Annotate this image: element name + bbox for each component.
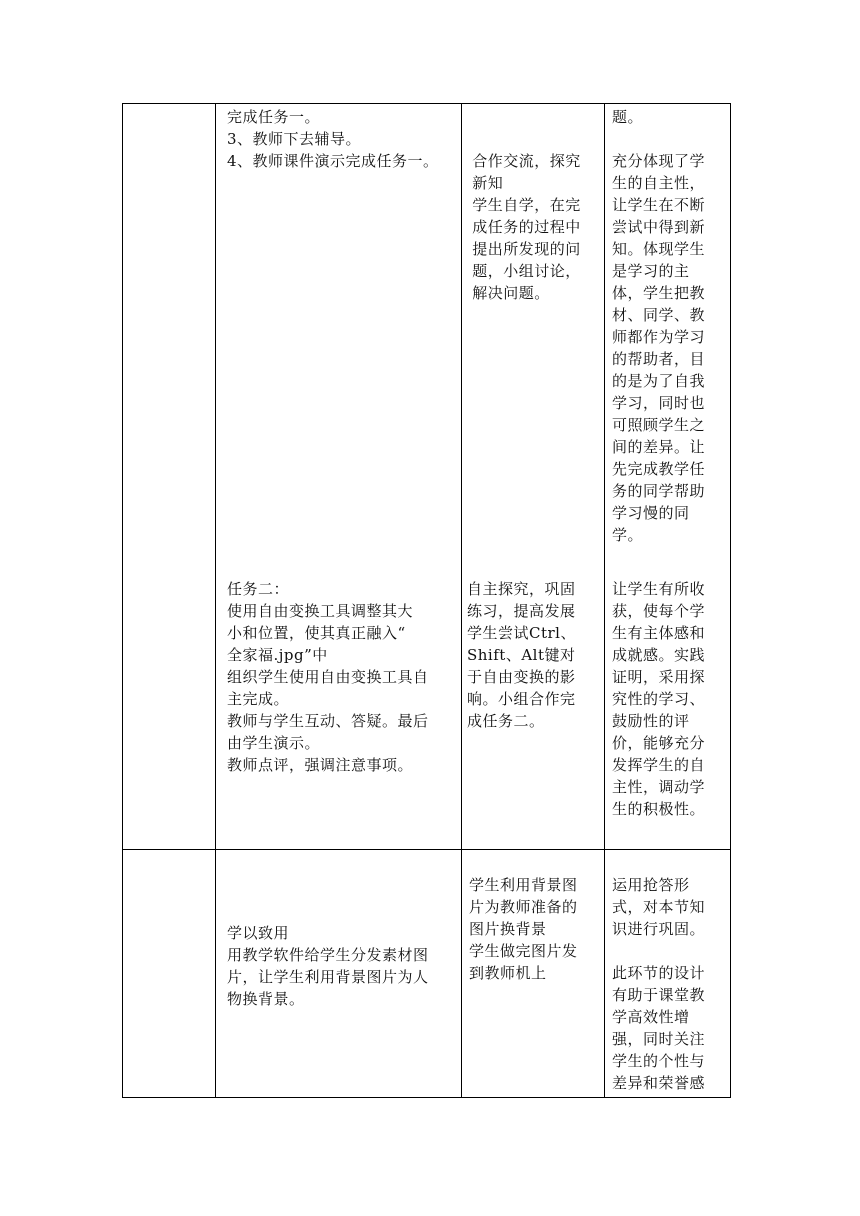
text-line: 学生做完图片发 — [469, 942, 578, 960]
text-line: 学生尝试Ctrl、 — [467, 624, 576, 642]
text-line: 此环节的设计 — [612, 964, 706, 982]
text-line: 由学生演示。 — [227, 734, 321, 752]
row2-teacher-activity-cell — [227, 922, 459, 1010]
text-line: 用教学软件给学生分发素材图 — [227, 946, 429, 964]
text-line: 教师与学生互动、答疑。最后 — [227, 712, 429, 730]
text-line: Shift、Alt键对 — [467, 646, 576, 664]
text-line: 式，对本节知 — [612, 898, 706, 916]
text-line: 究性的学习、 — [612, 690, 706, 708]
column-divider — [604, 104, 605, 1097]
text-line: 片为教师准备的 — [469, 898, 578, 916]
text-line: 发挥学生的自 — [612, 756, 706, 774]
column-divider — [215, 104, 216, 1097]
text-line: 4、教师课件演示完成任务一。 — [227, 152, 439, 170]
row-divider — [123, 849, 730, 850]
text-line: 获，使每个学 — [612, 602, 706, 620]
text-line: 充分体现了学 — [612, 152, 706, 170]
text-line: 运用抢答形 — [612, 876, 690, 894]
text-line: 的是为了自我 — [612, 372, 706, 390]
text-line: 主完成。 — [227, 690, 290, 708]
row2-student-activity-cell — [469, 874, 603, 984]
column-divider — [461, 104, 462, 1097]
text-line: 体，学生把教 — [612, 284, 706, 302]
text-line: 3、教师下去辅导。 — [227, 130, 362, 148]
row1-student-activity-cell — [467, 150, 603, 304]
text-line: 间的差异。让 — [612, 438, 706, 456]
row2-design-intent-cell — [612, 874, 730, 1094]
text-line: 材、同学、教 — [612, 306, 706, 324]
text-line: 是学习的主 — [612, 262, 690, 280]
row1-design-intent-cell-a — [612, 150, 730, 546]
text-line: 自主探究，巩固 — [467, 580, 576, 598]
text-line: 鼓励性的评 — [612, 712, 690, 730]
text-line: 小和位置，使其真正融入“ — [227, 624, 406, 642]
text-line: 让学生有所收 — [612, 580, 706, 598]
row1-design-intent-cell — [612, 106, 730, 128]
text-line: 证明，采用探 — [612, 668, 706, 686]
text-line: 务的同学帮助 — [612, 482, 706, 500]
text-line: 学习慢的同 — [612, 504, 690, 522]
text-line: 尝试中得到新 — [612, 218, 706, 236]
row1-design-intent-cell-b — [612, 578, 730, 820]
text-line: 价，能够充分 — [612, 734, 706, 752]
text-line: 图片换背景 — [469, 920, 547, 938]
text-line: 学高效性增 — [612, 1008, 690, 1026]
text-line: 提出所发现的问 — [467, 240, 581, 258]
text-line: 生的自主性， — [612, 174, 706, 192]
text-line: 强，同时关注 — [612, 1030, 706, 1048]
text-line: 合作交流，探究 — [467, 152, 581, 170]
text-line: 让学生在不断 — [612, 196, 706, 214]
text-line: 师都作为学习 — [612, 328, 706, 346]
text-line: 生有主体感和 — [612, 624, 706, 642]
text-line: 学以致用 — [227, 924, 290, 942]
row1-student-task2-cell — [467, 578, 603, 732]
text-line: 成任务二。 — [467, 712, 545, 730]
text-line: 使用自由变换工具调整其大 — [227, 602, 414, 620]
text-line: 学生利用背景图 — [469, 876, 578, 894]
text-line: 成任务的过程中 — [467, 218, 581, 236]
text-line: 物换背景。 — [227, 990, 305, 1008]
text-line: 先完成教学任 — [612, 460, 706, 478]
text-line: 主性，调动学 — [612, 778, 706, 796]
text-line: 新知 — [467, 174, 504, 192]
lesson-plan-table — [122, 103, 731, 1098]
text-line: 学习，同时也 — [612, 394, 706, 412]
text-line: 题，小组讨论， — [467, 262, 581, 280]
text-line: 识进行巩固。 — [612, 920, 706, 938]
text-line: 有助于课堂教 — [612, 986, 706, 1004]
text-line: 题。 — [612, 108, 644, 126]
text-line: 任务二： — [227, 580, 290, 598]
text-line: 教师点评，强调注意事项。 — [227, 756, 414, 774]
text-line: 学。 — [612, 526, 644, 544]
text-line: 可照顾学生之 — [612, 416, 706, 434]
text-line: 到教师机上 — [469, 964, 547, 982]
text-line: 知。体现学生 — [612, 240, 706, 258]
row1-teacher-activity-cell — [227, 106, 459, 172]
text-line: 生的积极性。 — [612, 800, 706, 818]
text-line: 差异和荣誉感 — [612, 1074, 706, 1092]
text-line: 解决问题。 — [467, 284, 550, 302]
text-line: 完成任务一。 — [227, 108, 321, 126]
text-line: 成就感。实践 — [612, 646, 706, 664]
text-line: 于自由变换的影 — [467, 668, 576, 686]
text-line: 的帮助者，目 — [612, 350, 706, 368]
text-line: 学生自学，在完 — [467, 196, 581, 214]
text-line: 学生的个性与 — [612, 1052, 706, 1070]
text-line: 练习，提高发展 — [467, 602, 576, 620]
text-line: 全家福.jpg”中 — [227, 646, 328, 664]
text-line: 响。小组合作完 — [467, 690, 576, 708]
text-line: 组织学生使用自由变换工具自 — [227, 668, 429, 686]
text-line: 片，让学生利用背景图片为人 — [227, 968, 429, 986]
row1-task2-cell — [227, 578, 459, 776]
